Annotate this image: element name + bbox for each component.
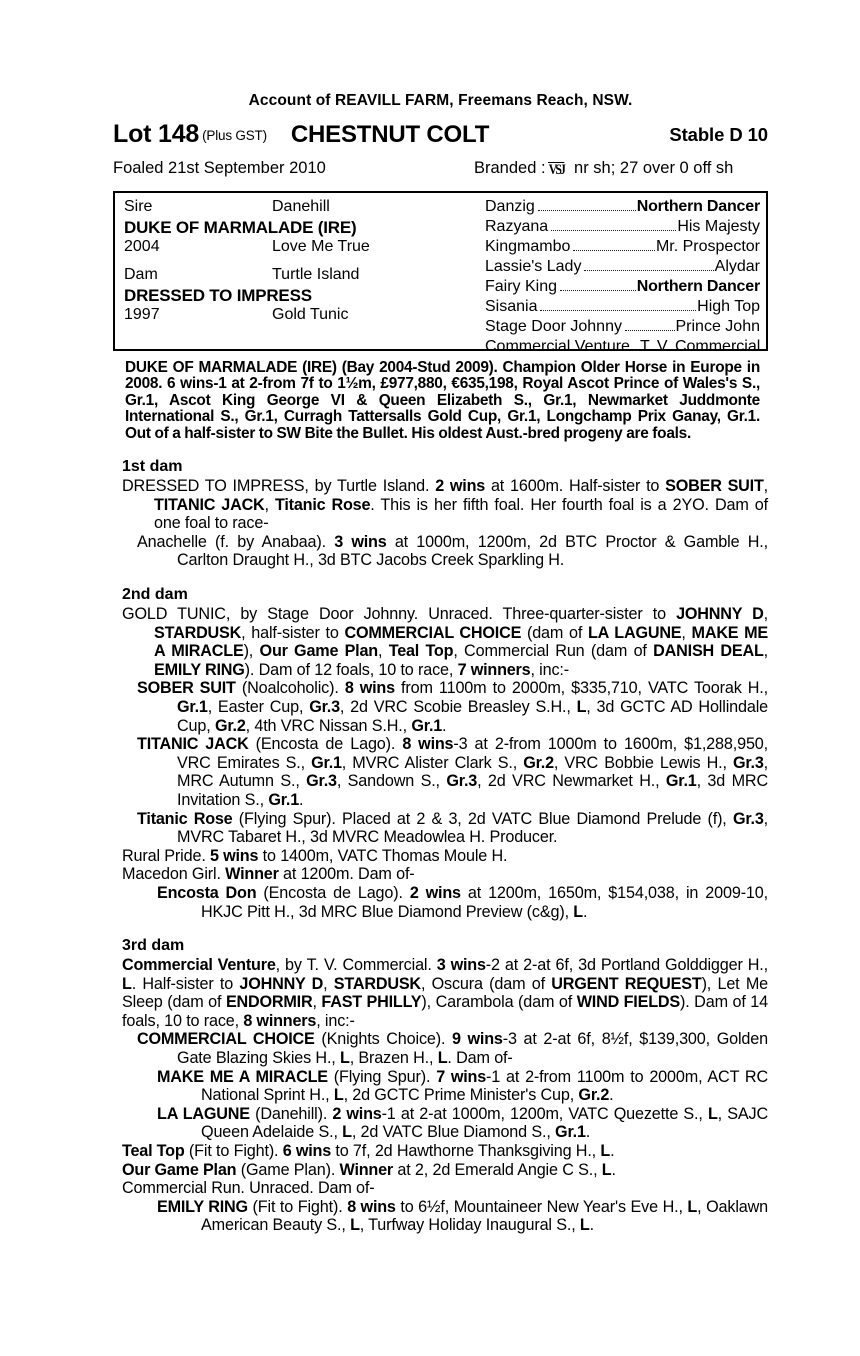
entry-text: ), Carambola (dam of <box>421 993 577 1012</box>
lot-title-row <box>113 120 768 150</box>
entry-highlight: Commercial Venture <box>122 956 276 975</box>
entry-text: Rural Pride. <box>122 846 211 865</box>
entry-highlight: L <box>437 1049 448 1068</box>
entry-text: (Flying Spur). <box>327 1067 437 1086</box>
entry-highlight: FAST PHILLY <box>321 993 422 1012</box>
entry-text: , 2d VATC Blue Diamond S., <box>351 1123 556 1142</box>
entry-highlight: L <box>687 1197 698 1216</box>
branded-info <box>474 159 733 179</box>
ancestor-parent: Northern Dancer <box>636 198 760 215</box>
entry-highlight: L <box>573 902 583 921</box>
pedigree-ancestor-row <box>485 318 760 338</box>
entry-text: , inc:- <box>530 660 569 679</box>
entry-highlight: Gr.3 <box>732 753 764 772</box>
entry-text: , VRC Bobbie Lewis H., <box>553 753 733 772</box>
entry-text: -1 at 2-at 1000m, 1200m, VATC Quezette S., <box>381 1104 708 1123</box>
entry-highlight: STARDUSK <box>333 974 421 993</box>
entry-text: , 3d GCTC AD Hollindale Cup, <box>177 697 769 735</box>
entry-text: . <box>585 1123 591 1142</box>
dam-name: DRESSED TO IMPRESS <box>124 286 312 305</box>
foaled-branded-row <box>113 159 768 181</box>
dot-leader <box>540 310 696 311</box>
entry-text: (Danehill). <box>249 1104 333 1123</box>
entry-highlight: 8 wins <box>344 679 395 698</box>
entry-text: , MRC Autumn S., <box>177 753 769 791</box>
entry-text: , <box>763 605 768 623</box>
entry-highlight: 2 wins <box>332 1104 382 1123</box>
entry-highlight: URGENT REQUEST <box>551 974 702 993</box>
entry-text: ), Let Me Sleep (dam of <box>122 974 769 1012</box>
entry-highlight: Gr.1 <box>555 1123 586 1142</box>
second-dam-entries <box>113 605 768 921</box>
entry-text: , 2d VRC Scobie Breasley S.H., <box>339 697 577 716</box>
entry-text: , half-sister to <box>241 623 345 642</box>
pedigree-ancestor-row <box>485 218 760 238</box>
entry-highlight: JOHNNY D <box>239 974 324 993</box>
ancestor-parent: Mr. Prospector <box>655 238 760 255</box>
entry-highlight: 9 wins <box>452 1030 503 1049</box>
entry-text: DRESSED TO IMPRESS, by Turtle Island. <box>122 477 436 496</box>
entry-text: (Noalcoholic). <box>235 679 345 698</box>
entry-highlight: MAKE ME A MIRACLE <box>154 623 769 661</box>
entry-text: (dam of <box>521 623 588 642</box>
entry-highlight: SOBER SUIT <box>137 679 236 698</box>
entry-highlight: Gr.1 <box>311 753 342 772</box>
entry-text: at 1600m. Half-sister to <box>485 477 666 496</box>
entry-text: , Brazen H., <box>349 1049 438 1068</box>
pedigree-ancestor-row <box>485 278 760 298</box>
branded-label: Branded : <box>474 159 546 177</box>
pedigree-entry <box>113 735 768 809</box>
ancestor-name: Razyana <box>485 218 549 235</box>
entry-text: , 2d VRC Newmarket H., <box>477 772 666 791</box>
entry-highlight: 8 wins <box>347 1197 396 1216</box>
entry-highlight: EMILY RING <box>154 660 245 679</box>
third-dam-entries <box>113 956 768 1235</box>
pedigree-gap <box>124 258 474 266</box>
entry-highlight: L <box>707 1104 718 1123</box>
dam-label: Dam <box>124 266 158 283</box>
entry-highlight: Gr.1 <box>177 697 208 716</box>
first-dam-entries <box>113 477 768 570</box>
gst-note: (Plus GST) <box>202 128 267 143</box>
entry-text: ). Dam of 14 foals, 10 to race, <box>122 993 768 1030</box>
pedigree-left-column <box>124 198 474 326</box>
entry-text: , <box>681 623 692 642</box>
dot-leader <box>625 330 675 331</box>
entry-text: , Turfway Holiday Inaugural S., <box>359 1216 580 1235</box>
entry-text: , 4th VRC Nissan S.H., <box>245 716 412 735</box>
brand-mark-icon: VSJ <box>548 162 564 178</box>
entry-highlight: COMMERCIAL CHOICE <box>344 623 522 642</box>
branded-detail: nr sh; 27 over 0 off sh <box>574 159 734 177</box>
colt-title: CHESTNUT COLT <box>290 121 490 148</box>
entry-text: , <box>264 495 275 514</box>
pedigree-ancestor-row <box>485 198 760 218</box>
entry-text: . <box>609 1086 614 1105</box>
sire-year: 2004 <box>124 238 160 255</box>
pedigree-entry <box>113 477 768 533</box>
entry-highlight: Gr.3 <box>446 772 478 791</box>
dot-leader <box>560 290 636 291</box>
entry-highlight: L <box>600 1142 611 1161</box>
entry-highlight: 2 wins <box>409 883 461 902</box>
entry-highlight: L <box>350 1216 360 1235</box>
entry-text: . <box>611 1160 616 1179</box>
entry-text: , inc:- <box>316 1011 355 1030</box>
entry-highlight: TITANIC JACK <box>154 495 265 514</box>
entry-highlight: L <box>342 1123 352 1142</box>
entry-text: , <box>763 642 768 661</box>
entry-highlight: L <box>601 1160 612 1179</box>
pedigree-entry <box>113 1105 768 1142</box>
entry-highlight: L <box>579 1216 590 1235</box>
entry-text: , SAJC Queen Adelaide S., <box>201 1104 768 1142</box>
entry-highlight: STARDUSK <box>154 623 242 642</box>
dam-sire: Turtle Island <box>272 266 360 283</box>
entry-text: , <box>377 642 389 661</box>
entry-highlight: Our Game Plan <box>259 642 378 661</box>
entry-text: , Oscura (dam of <box>420 974 552 993</box>
entry-text: , <box>312 993 322 1012</box>
entry-highlight: L <box>576 697 587 716</box>
entry-highlight: JOHNNY D <box>676 605 764 623</box>
entry-highlight: EMILY RING <box>157 1197 248 1216</box>
entry-text: to 7f, 2d Hawthorne Thanksgiving H., <box>331 1142 601 1161</box>
entry-text: from 1100m to 2000m, $335,710, VATC Toorak H., <box>394 679 768 698</box>
entry-highlight: L <box>340 1049 350 1068</box>
entry-highlight: Gr.3 <box>306 772 337 791</box>
pedigree-entry <box>113 605 768 679</box>
entry-text: Commercial Run. Unraced. Dam of- <box>122 1179 375 1198</box>
dam-year-row <box>124 306 474 326</box>
entry-text: ). Dam of 12 foals, 10 to race, <box>244 660 458 679</box>
entry-text: , Sandown S., <box>336 772 447 791</box>
entry-text: . <box>582 902 588 921</box>
entry-text: -3 at 2-at 6f, 8½f, $139,300, Golden Gate Blazing Skies H., <box>177 1030 768 1068</box>
entry-highlight: LA LAGUNE <box>587 623 682 642</box>
entry-text: , <box>323 974 334 993</box>
second-dam-heading: 2nd dam <box>122 586 188 603</box>
entry-highlight: LA LAGUNE <box>157 1104 250 1123</box>
entry-text: (Game Plan). <box>236 1160 340 1179</box>
entry-text: Anachelle (f. by Anabaa). <box>137 532 335 551</box>
dam-label-row <box>124 266 474 286</box>
ancestor-parent: Alydar <box>714 258 760 275</box>
dot-leader <box>538 210 636 211</box>
entry-text: , Oaklawn American Beauty S., <box>201 1197 769 1235</box>
entry-highlight: Encosta Don <box>157 883 257 902</box>
entry-text: (Fit to Fight). <box>184 1142 283 1161</box>
entry-highlight: Teal Top <box>122 1142 185 1161</box>
pedigree-entry <box>113 533 768 570</box>
entry-text: at 2, 2d Emerald Angie C S., <box>393 1160 602 1179</box>
entry-highlight: Gr.3 <box>309 697 340 716</box>
entry-highlight: SOBER SUIT <box>665 477 764 496</box>
dam-name-row <box>124 286 474 306</box>
sire-name-row <box>124 218 474 238</box>
lot-number: Lot 148 <box>113 120 200 148</box>
sire-year-row <box>124 238 474 258</box>
sire-sire: Danehill <box>272 198 330 215</box>
entry-text: at 1000m, 1200m, 2d BTC Proctor & Gamble H., Carlton Draught H., 3d BTC Jacobs Creek Sparkling H. <box>177 532 768 570</box>
entry-text: , 3d MRC Invitation S., <box>177 772 768 809</box>
ancestor-name: Commercial Venture <box>485 338 630 355</box>
page-content <box>113 0 768 1235</box>
entry-highlight: 7 wins <box>436 1067 487 1086</box>
entry-highlight: Gr.1 <box>665 772 697 791</box>
entry-text: , 2d GCTC Prime Minister's Cup, <box>343 1086 579 1105</box>
entry-highlight: 8 wins <box>402 735 454 754</box>
account-line: Account of REAVILL FARM, Freemans Reach, NSW. <box>248 92 633 109</box>
entry-text: , Commercial Run (dam of <box>453 642 654 661</box>
entry-highlight: Winner <box>225 865 279 884</box>
entry-text: GOLD TUNIC, by Stage Door Johnny. Unraced. Three-quarter-sister to <box>122 605 677 623</box>
pedigree-entry <box>113 1068 768 1105</box>
pedigree-entry <box>113 865 768 884</box>
entry-text: at 1200m, 1650m, $154,038, in 2009-10, HKJC Pitt H., 3d MRC Blue Diamond Preview (c&g), <box>201 883 768 921</box>
entry-text: , Easter Cup, <box>207 697 310 716</box>
entry-text: , MVRC Tabaret H., 3d MVRC Meadowlea H. Producer. <box>177 809 768 847</box>
entry-text: . <box>299 790 304 809</box>
entry-text: (Encosta de Lago). <box>256 883 410 902</box>
pedigree-ancestor-row <box>485 258 760 278</box>
entry-highlight: L <box>333 1086 344 1105</box>
ancestor-parent: Prince John <box>675 318 760 335</box>
entry-highlight: Gr.2 <box>214 716 246 735</box>
pedigree-ancestor-row <box>485 298 760 318</box>
entry-highlight: Winner <box>339 1160 394 1179</box>
pedigree-entry <box>113 1179 768 1198</box>
dot-leader <box>573 250 655 251</box>
entry-highlight: TITANIC JACK <box>137 735 249 754</box>
entry-text: . Half-sister to <box>131 974 240 993</box>
ancestor-name: Stage Door Johnny <box>485 318 622 335</box>
entry-highlight: 3 wins <box>436 956 486 975</box>
entry-text: -3 at 2-from 1000m to 1600m, $1,288,950, VRC Emirates S., <box>177 735 768 772</box>
entry-highlight: 8 winners <box>243 1011 317 1030</box>
entry-text: . <box>610 1142 615 1161</box>
ancestor-name: Lassie's Lady <box>485 258 582 275</box>
entry-highlight: Gr.1 <box>411 716 443 735</box>
dot-leader <box>551 230 676 231</box>
entry-highlight: Teal Top <box>388 642 454 661</box>
entry-highlight: WIND FIELDS <box>576 993 680 1012</box>
ancestor-parent: High Top <box>697 298 760 315</box>
entry-text: . Dam of- <box>447 1049 513 1068</box>
entry-highlight: ENDORMIR <box>225 993 313 1012</box>
pedigree-right-column <box>485 198 760 358</box>
second-dam-section <box>113 586 768 921</box>
entry-highlight: DANISH DEAL <box>653 642 764 661</box>
entry-highlight: MAKE ME A MIRACLE <box>157 1067 328 1086</box>
entry-text: (Knights Choice). <box>314 1030 453 1049</box>
stable-label: Stable D 10 <box>669 124 768 145</box>
entry-highlight: COMMERCIAL CHOICE <box>137 1030 315 1049</box>
pedigree-entry <box>113 679 768 735</box>
entry-highlight: 7 winners <box>457 660 531 679</box>
entry-text: at 1200m. Dam of- <box>278 865 415 884</box>
first-dam-section <box>113 458 768 570</box>
entry-text: ), <box>243 642 260 661</box>
foaled-date: Foaled 21st September 2010 <box>113 159 326 177</box>
ancestor-name: Fairy King <box>485 278 558 295</box>
sire-label-row <box>124 198 474 218</box>
entry-text: . <box>442 716 447 735</box>
ancestor-parent: T. V. Commercial <box>639 338 761 355</box>
entry-text: to 1400m, VATC Thomas Moule H. <box>258 846 508 865</box>
entry-highlight: 5 wins <box>210 846 259 865</box>
entry-text: (Encosta de Lago). <box>248 735 403 754</box>
pedigree-ancestor-row <box>485 238 760 258</box>
pedigree-entry <box>113 1198 768 1235</box>
entry-text: , by T. V. Commercial. <box>275 956 437 975</box>
entry-highlight: 3 wins <box>334 532 387 551</box>
entry-text: Macedon Girl. <box>122 865 226 884</box>
entry-highlight: Gr.1 <box>268 790 300 809</box>
sire-label: Sire <box>124 198 153 215</box>
pedigree-entry <box>113 1030 768 1067</box>
pedigree-entry <box>113 810 768 847</box>
entry-highlight: Gr.3 <box>732 809 764 828</box>
dot-leader <box>633 350 639 351</box>
first-dam-heading: 1st dam <box>122 458 183 476</box>
entry-highlight: Our Game Plan <box>122 1160 237 1179</box>
pedigree-entry <box>113 884 768 921</box>
entry-text: -2 at 2-at 6f, 3d Portland Golddigger H., <box>485 956 769 975</box>
pedigree-entry <box>113 956 768 1030</box>
ancestor-name: Kingmambo <box>485 238 571 255</box>
entry-text: . This is her fifth foal. Her fourth foal is a 2YO. Dam of one foal to race- <box>154 495 768 533</box>
entry-highlight: Gr.2 <box>523 753 554 772</box>
entry-text: -1 at 2-from 1100m to 2000m, ACT RC National Sprint H., <box>201 1067 768 1105</box>
entry-text: . <box>589 1216 594 1235</box>
pedigree-table <box>113 191 768 355</box>
dam-dam: Gold Tunic <box>272 306 349 323</box>
entry-highlight: Titanic Rose <box>137 809 233 828</box>
ancestor-parent: His Majesty <box>677 218 760 235</box>
pedigree-entry <box>113 1142 768 1161</box>
dot-leader <box>584 270 713 271</box>
entry-highlight: Gr.2 <box>578 1086 610 1105</box>
ancestor-name: Danzig <box>485 198 535 215</box>
entry-text: (Flying Spur). Placed at 2 & 3, 2d VATC Blue Diamond Prelude (f), <box>232 809 733 828</box>
pedigree-entry <box>113 847 768 866</box>
entry-text: , <box>763 477 768 496</box>
pedigree-entry <box>113 1161 768 1180</box>
ancestor-name: Sisania <box>485 298 538 315</box>
third-dam-section <box>113 937 768 1235</box>
sire-name: DUKE OF MARMALADE (IRE) <box>124 218 357 237</box>
entry-text: to 6½f, Mountaineer New Year's Eve H., <box>395 1197 688 1216</box>
entry-highlight: 6 wins <box>282 1142 332 1161</box>
ancestor-parent: Northern Dancer <box>636 278 760 295</box>
sire-dam: Love Me True <box>272 238 370 255</box>
pedigree-ancestor-row <box>485 338 760 358</box>
entry-highlight: Titanic Rose <box>274 495 371 514</box>
entry-highlight: 2 wins <box>435 477 486 496</box>
sire-description: DUKE OF MARMALADE (IRE) (Bay 2004-Stud 2009). Champion Older Horse in Europe in 2008. 6 wins-1 at 2-from 7f to 1½m, £977,880, €635,198, Royal Ascot Prince of Wales's S., Gr.1, Ascot King George VI & Queen Elizabeth S., Gr.1, Newmarket Juddmonte International S., Gr.1, Curragh Tattersalls Gold Cup, Gr.1, Longchamp Prix Ganay, Gr.1. Out of a half-sister to SW Bite the Bullet. His oldest Aust.-bred progeny are foals. <box>125 359 760 442</box>
entry-text: , MVRC Alister Clark S., <box>341 753 524 772</box>
third-dam-heading: 3rd dam <box>122 937 185 955</box>
entry-highlight: L <box>122 974 132 993</box>
entry-text: (Fit to Fight). <box>247 1197 348 1216</box>
dam-year: 1997 <box>124 306 160 323</box>
